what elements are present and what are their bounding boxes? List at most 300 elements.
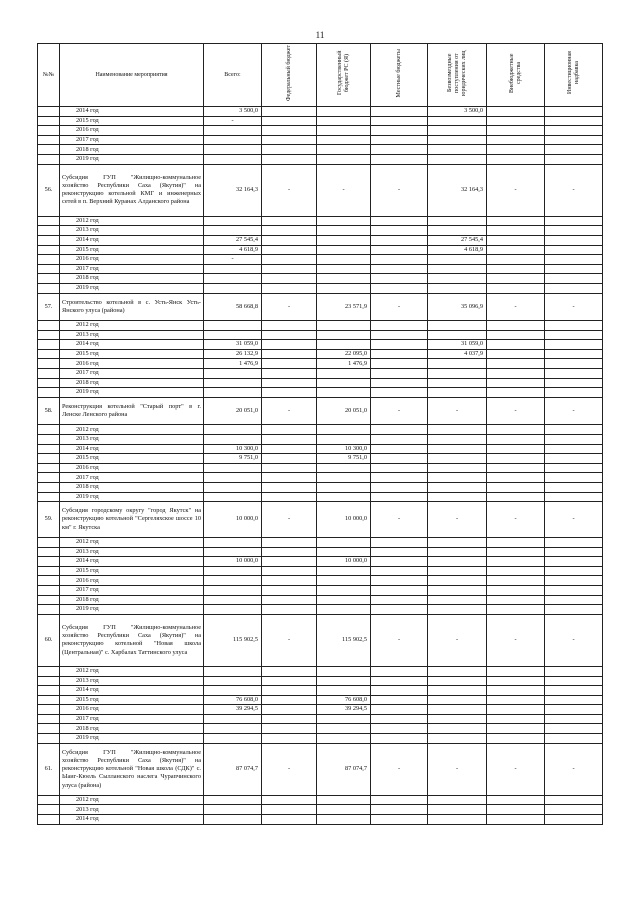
- index-cell: [38, 245, 60, 255]
- state-cell: [317, 666, 371, 676]
- total-cell: [204, 388, 262, 398]
- offbudget-cell: [487, 435, 545, 445]
- offbudget-cell: [487, 255, 545, 265]
- local-cell: -: [371, 397, 428, 425]
- index-cell: [38, 226, 60, 236]
- gratuitous-cell: [428, 557, 487, 567]
- invest-cell: [545, 330, 603, 340]
- local-cell: [371, 245, 428, 255]
- local-cell: [371, 705, 428, 715]
- federal-cell: [262, 686, 317, 696]
- state-cell: [317, 463, 371, 473]
- table-row-year: [38, 576, 603, 586]
- offbudget-cell: [487, 378, 545, 388]
- year-cell: 2015 год: [60, 116, 204, 126]
- state-cell: [317, 135, 371, 145]
- state-cell: 87 074,7: [317, 743, 371, 795]
- local-cell: [371, 283, 428, 293]
- year-cell: 2015 год: [60, 349, 204, 359]
- state-cell: [317, 595, 371, 605]
- local-cell: [371, 537, 428, 547]
- header-invest: Инвестиционная надбавка: [545, 44, 603, 107]
- table-row-year: [38, 666, 603, 676]
- federal-cell: [262, 547, 317, 557]
- table-row-year: [38, 235, 603, 245]
- state-cell: [317, 795, 371, 805]
- state-cell: [317, 676, 371, 686]
- index-cell: [38, 695, 60, 705]
- gratuitous-cell: [428, 595, 487, 605]
- gratuitous-cell: [428, 473, 487, 483]
- gratuitous-cell: -: [428, 743, 487, 795]
- total-cell: [204, 566, 262, 576]
- total-cell: [204, 283, 262, 293]
- total-cell: [204, 676, 262, 686]
- item-name: Субсидия ГУП "Жилищно-коммунальное хозяйство Республики Саха (Якутия)" на реконструкцию котельной КМГ и инженерных сетей в п. Верхний Куранах Алданского района: [60, 164, 204, 216]
- header-offbudget: Внебюджетные средства: [487, 44, 545, 107]
- total-cell: 27 545,4: [204, 235, 262, 245]
- invest-cell: [545, 264, 603, 274]
- total-cell: 9 751,0: [204, 454, 262, 464]
- gratuitous-cell: -: [428, 502, 487, 538]
- state-cell: 23 571,9: [317, 293, 371, 321]
- table-row-year: [38, 686, 603, 696]
- index-cell: [38, 686, 60, 696]
- state-cell: [317, 585, 371, 595]
- table-row-year: [38, 216, 603, 226]
- invest-cell: [545, 255, 603, 265]
- federal-cell: [262, 349, 317, 359]
- offbudget-cell: [487, 714, 545, 724]
- index-cell: [38, 388, 60, 398]
- gratuitous-cell: [428, 566, 487, 576]
- invest-cell: [545, 734, 603, 744]
- total-cell: 20 051,0: [204, 397, 262, 425]
- index-cell: [38, 815, 60, 825]
- invest-cell: [545, 274, 603, 284]
- gratuitous-cell: [428, 547, 487, 557]
- offbudget-cell: [487, 226, 545, 236]
- offbudget-cell: -: [487, 502, 545, 538]
- table-row-year: [38, 226, 603, 236]
- year-cell: 2017 год: [60, 473, 204, 483]
- state-cell: 115 902,5: [317, 614, 371, 666]
- local-cell: [371, 444, 428, 454]
- invest-cell: [545, 126, 603, 136]
- year-cell: 2015 год: [60, 245, 204, 255]
- local-cell: [371, 547, 428, 557]
- federal-cell: [262, 605, 317, 615]
- offbudget-cell: -: [487, 164, 545, 216]
- index-cell: [38, 676, 60, 686]
- invest-cell: [545, 695, 603, 705]
- invest-cell: [545, 666, 603, 676]
- total-cell: [204, 154, 262, 164]
- invest-cell: [545, 595, 603, 605]
- year-cell: 2013 год: [60, 676, 204, 686]
- local-cell: [371, 264, 428, 274]
- total-cell: 3 500,0: [204, 107, 262, 117]
- table-row-year: [38, 378, 603, 388]
- table-row-year: [38, 473, 603, 483]
- federal-cell: -: [262, 614, 317, 666]
- federal-cell: [262, 154, 317, 164]
- year-cell: 2013 год: [60, 435, 204, 445]
- year-cell: 2014 год: [60, 235, 204, 245]
- table-row-year: [38, 805, 603, 815]
- local-cell: [371, 576, 428, 586]
- invest-cell: [545, 235, 603, 245]
- index-cell: [38, 283, 60, 293]
- local-cell: [371, 595, 428, 605]
- state-cell: 76 608,0: [317, 695, 371, 705]
- offbudget-cell: [487, 126, 545, 136]
- invest-cell: -: [545, 164, 603, 216]
- index-cell: [38, 107, 60, 117]
- year-cell: 2019 год: [60, 388, 204, 398]
- total-cell: [204, 595, 262, 605]
- invest-cell: [545, 369, 603, 379]
- index-cell: [38, 705, 60, 715]
- year-cell: 2018 год: [60, 274, 204, 284]
- invest-cell: [545, 216, 603, 226]
- state-cell: [317, 274, 371, 284]
- table-row-year: [38, 547, 603, 557]
- invest-cell: [545, 686, 603, 696]
- gratuitous-cell: [428, 425, 487, 435]
- state-cell: [317, 226, 371, 236]
- gratuitous-cell: [428, 255, 487, 265]
- federal-cell: [262, 425, 317, 435]
- local-cell: [371, 815, 428, 825]
- year-cell: 2014 год: [60, 686, 204, 696]
- table-row-year: [38, 359, 603, 369]
- local-cell: [371, 695, 428, 705]
- table-row-year: [38, 795, 603, 805]
- federal-cell: [262, 264, 317, 274]
- federal-cell: [262, 795, 317, 805]
- invest-cell: [545, 537, 603, 547]
- index-cell: [38, 235, 60, 245]
- state-cell: [317, 388, 371, 398]
- state-cell: [317, 235, 371, 245]
- index-cell: [38, 483, 60, 493]
- table-row-year: [38, 734, 603, 744]
- offbudget-cell: [487, 666, 545, 676]
- state-cell: [317, 483, 371, 493]
- gratuitous-cell: 31 059,0: [428, 340, 487, 350]
- index-cell: [38, 340, 60, 350]
- table-row-year: [38, 116, 603, 126]
- invest-cell: [545, 585, 603, 595]
- state-cell: [317, 283, 371, 293]
- gratuitous-cell: [428, 605, 487, 615]
- federal-cell: [262, 321, 317, 331]
- table-row-year: [38, 676, 603, 686]
- total-cell: [204, 605, 262, 615]
- local-cell: [371, 605, 428, 615]
- federal-cell: -: [262, 397, 317, 425]
- year-cell: 2015 год: [60, 454, 204, 464]
- item-index: 59.: [38, 502, 60, 538]
- invest-cell: [545, 107, 603, 117]
- gratuitous-cell: [428, 676, 487, 686]
- federal-cell: [262, 235, 317, 245]
- table-row-year: [38, 425, 603, 435]
- invest-cell: [545, 676, 603, 686]
- total-cell: [204, 145, 262, 155]
- gratuitous-cell: [428, 576, 487, 586]
- invest-cell: -: [545, 293, 603, 321]
- state-cell: [317, 378, 371, 388]
- total-cell: [204, 734, 262, 744]
- gratuitous-cell: [428, 463, 487, 473]
- total-cell: [204, 795, 262, 805]
- table-row-year: [38, 135, 603, 145]
- offbudget-cell: [487, 216, 545, 226]
- local-cell: [371, 454, 428, 464]
- invest-cell: [545, 444, 603, 454]
- local-cell: [371, 666, 428, 676]
- gratuitous-cell: 4 037,9: [428, 349, 487, 359]
- year-cell: 2015 год: [60, 695, 204, 705]
- total-cell: 115 902,5: [204, 614, 262, 666]
- index-cell: [38, 666, 60, 676]
- gratuitous-cell: [428, 815, 487, 825]
- gratuitous-cell: [428, 359, 487, 369]
- state-cell: [317, 116, 371, 126]
- state-cell: [317, 547, 371, 557]
- table-row-year: [38, 815, 603, 825]
- local-cell: -: [371, 743, 428, 795]
- year-cell: 2017 год: [60, 135, 204, 145]
- state-cell: [317, 216, 371, 226]
- offbudget-cell: [487, 473, 545, 483]
- invest-cell: [545, 135, 603, 145]
- state-cell: [317, 340, 371, 350]
- offbudget-cell: [487, 330, 545, 340]
- local-cell: -: [371, 614, 428, 666]
- total-cell: [204, 135, 262, 145]
- federal-cell: [262, 695, 317, 705]
- federal-cell: [262, 330, 317, 340]
- local-cell: [371, 340, 428, 350]
- local-cell: [371, 388, 428, 398]
- federal-cell: [262, 473, 317, 483]
- state-cell: [317, 369, 371, 379]
- state-cell: [317, 435, 371, 445]
- total-cell: [204, 815, 262, 825]
- federal-cell: [262, 815, 317, 825]
- federal-cell: [262, 369, 317, 379]
- state-cell: [317, 255, 371, 265]
- year-cell: 2014 год: [60, 557, 204, 567]
- total-cell: [204, 576, 262, 586]
- item-name: Субсидия городскому округу "город Якутск" на реконструкцию котельной "Сергеляхское шоссе 10 км" г. Якутска: [60, 502, 204, 538]
- offbudget-cell: [487, 605, 545, 615]
- total-cell: [204, 537, 262, 547]
- state-cell: [317, 473, 371, 483]
- table-row-year: [38, 245, 603, 255]
- year-cell: 2012 год: [60, 425, 204, 435]
- year-cell: 2016 год: [60, 126, 204, 136]
- state-cell: 10 000,0: [317, 502, 371, 538]
- year-cell: 2013 год: [60, 226, 204, 236]
- gratuitous-cell: [428, 734, 487, 744]
- federal-cell: [262, 378, 317, 388]
- offbudget-cell: [487, 135, 545, 145]
- total-cell: [204, 714, 262, 724]
- invest-cell: [545, 557, 603, 567]
- invest-cell: [545, 116, 603, 126]
- gratuitous-cell: [428, 116, 487, 126]
- gratuitous-cell: [428, 154, 487, 164]
- state-cell: [317, 714, 371, 724]
- invest-cell: -: [545, 614, 603, 666]
- table-row-item: [38, 293, 603, 321]
- state-cell: 39 294,5: [317, 705, 371, 715]
- federal-cell: [262, 666, 317, 676]
- federal-cell: [262, 483, 317, 493]
- page-number: 11: [315, 30, 325, 40]
- gratuitous-cell: [428, 483, 487, 493]
- federal-cell: [262, 245, 317, 255]
- year-cell: 2013 год: [60, 805, 204, 815]
- state-cell: 10 300,0: [317, 444, 371, 454]
- federal-cell: [262, 492, 317, 502]
- index-cell: [38, 566, 60, 576]
- total-cell: [204, 435, 262, 445]
- year-cell: 2014 год: [60, 815, 204, 825]
- total-cell: [204, 321, 262, 331]
- local-cell: [371, 566, 428, 576]
- gratuitous-cell: [428, 378, 487, 388]
- gratuitous-cell: [428, 724, 487, 734]
- year-cell: 2018 год: [60, 595, 204, 605]
- invest-cell: [545, 245, 603, 255]
- federal-cell: [262, 107, 317, 117]
- state-cell: 9 751,0: [317, 454, 371, 464]
- index-cell: [38, 425, 60, 435]
- year-cell: 2017 год: [60, 714, 204, 724]
- offbudget-cell: [487, 340, 545, 350]
- local-cell: -: [371, 164, 428, 216]
- year-cell: 2012 год: [60, 216, 204, 226]
- gratuitous-cell: [428, 226, 487, 236]
- year-cell: 2016 год: [60, 576, 204, 586]
- table-row-year: [38, 454, 603, 464]
- state-cell: [317, 126, 371, 136]
- table-row-year: [38, 340, 603, 350]
- offbudget-cell: [487, 805, 545, 815]
- local-cell: [371, 274, 428, 284]
- state-cell: [317, 264, 371, 274]
- local-cell: [371, 226, 428, 236]
- gratuitous-cell: [428, 454, 487, 464]
- table-row-year: [38, 274, 603, 284]
- item-index: 57.: [38, 293, 60, 321]
- invest-cell: [545, 576, 603, 586]
- total-cell: 76 608,0: [204, 695, 262, 705]
- total-cell: 31 059,0: [204, 340, 262, 350]
- offbudget-cell: [487, 154, 545, 164]
- table-row-year: [38, 444, 603, 454]
- year-cell: 2012 год: [60, 666, 204, 676]
- federal-cell: [262, 145, 317, 155]
- state-cell: 22 095,0: [317, 349, 371, 359]
- index-cell: [38, 369, 60, 379]
- total-cell: [204, 585, 262, 595]
- offbudget-cell: [487, 463, 545, 473]
- offbudget-cell: [487, 492, 545, 502]
- header-name: Наименование мероприятия: [60, 44, 204, 107]
- offbudget-cell: -: [487, 743, 545, 795]
- total-cell: [204, 264, 262, 274]
- state-cell: [317, 245, 371, 255]
- invest-cell: [545, 492, 603, 502]
- federal-cell: [262, 537, 317, 547]
- invest-cell: [545, 815, 603, 825]
- total-cell: [204, 274, 262, 284]
- state-cell: [317, 145, 371, 155]
- federal-cell: [262, 444, 317, 454]
- invest-cell: [545, 283, 603, 293]
- index-cell: [38, 805, 60, 815]
- item-name: Субсидия ГУП "Жилищно-коммунальное хозяйство Республики Саха (Якутия)" на реконструкцию котельной "Новая школа (СДК)" с. Ыаиг-Кюель Сылланского наслега Чурапчинского улуса (района): [60, 743, 204, 795]
- local-cell: -: [371, 502, 428, 538]
- index-cell: [38, 154, 60, 164]
- gratuitous-cell: [428, 444, 487, 454]
- federal-cell: [262, 340, 317, 350]
- gratuitous-cell: [428, 686, 487, 696]
- year-cell: 2015 год: [60, 566, 204, 576]
- local-cell: [371, 321, 428, 331]
- year-cell: 2018 год: [60, 724, 204, 734]
- year-cell: 2016 год: [60, 255, 204, 265]
- index-cell: [38, 135, 60, 145]
- total-cell: -: [204, 116, 262, 126]
- local-cell: [371, 116, 428, 126]
- gratuitous-cell: 35 096,9: [428, 293, 487, 321]
- federal-cell: -: [262, 743, 317, 795]
- federal-cell: -: [262, 502, 317, 538]
- gratuitous-cell: [428, 274, 487, 284]
- gratuitous-cell: [428, 795, 487, 805]
- offbudget-cell: [487, 454, 545, 464]
- offbudget-cell: [487, 557, 545, 567]
- index-cell: [38, 126, 60, 136]
- offbudget-cell: [487, 369, 545, 379]
- local-cell: [371, 107, 428, 117]
- gratuitous-cell: [428, 388, 487, 398]
- table-row-year: [38, 537, 603, 547]
- table-row-year: [38, 566, 603, 576]
- year-cell: 2017 год: [60, 264, 204, 274]
- invest-cell: [545, 378, 603, 388]
- table-row-year: [38, 605, 603, 615]
- index-cell: [38, 378, 60, 388]
- year-cell: 2014 год: [60, 107, 204, 117]
- index-cell: [38, 585, 60, 595]
- invest-cell: [545, 473, 603, 483]
- offbudget-cell: -: [487, 397, 545, 425]
- invest-cell: [545, 349, 603, 359]
- index-cell: [38, 330, 60, 340]
- federal-cell: [262, 676, 317, 686]
- gratuitous-cell: [428, 330, 487, 340]
- item-name: Строительство котельной в с. Усть-Янск Усть-Янского улуса (района): [60, 293, 204, 321]
- table-row-year: [38, 695, 603, 705]
